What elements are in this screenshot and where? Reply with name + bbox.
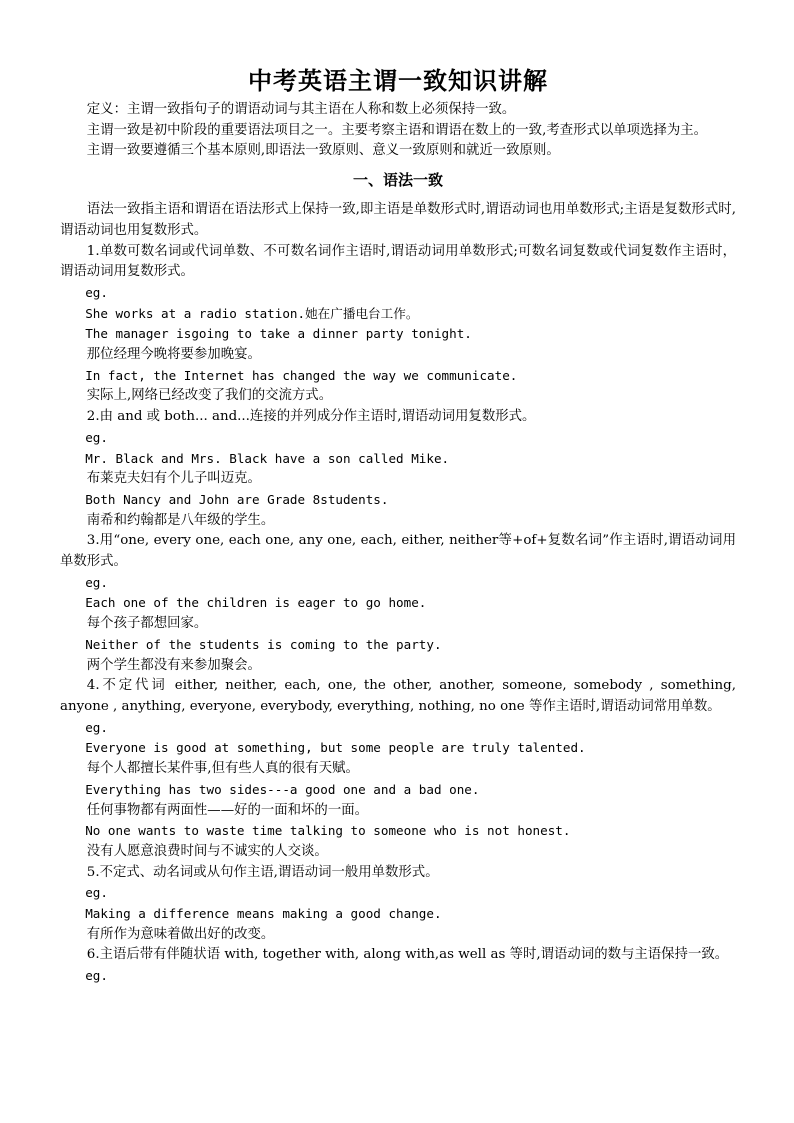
document-title: 中考英语主谓一致知识讲解: [248, 67, 548, 95]
example-translation: 任何事物都有两面性——好的一面和坏的一面。: [86, 802, 368, 818]
example-sentence: She works at a radio station.她在广播电台工作。: [85, 305, 419, 321]
intro-principles: 主谓一致要遵循三个基本原则,即语法一致原则、意义一致原则和就近一致原则。: [86, 143, 560, 159]
example-sentence: Each one of the children is eager to go home.: [85, 595, 427, 611]
example-sentence: Mr. Black and Mrs. Black have a son called Mike.: [85, 450, 450, 466]
example-translation: 每个人都擅长某件事,但有些人真的很有天赋。: [86, 761, 359, 777]
intro-importance: 主谓一致是初中阶段的重要语法项目之一。主要考察主语和谓语在数上的一致,考查形式以单项选择为主。: [86, 122, 708, 138]
eg-label: eg.: [85, 284, 108, 300]
rule-1: 1.单数可数名词或代词单数、不可数名词作主语时,谓语动词用单数形式;可数名词复数或代词复数作主语时，谓语动词用复数形式。: [60, 243, 736, 280]
example-sentence: The manager isgoing to take a dinner party tonight.: [85, 326, 472, 342]
example-sentence: Everyone is good at something, but some people are truly talented.: [85, 740, 586, 756]
example-sentence: Making a difference means making a good change.: [85, 906, 442, 922]
section-heading: 一、语法一致: [352, 171, 443, 190]
rule-4: 4.不定代词 either, neither, each, one, the other, another, someone, somebody , something, anyone , anything, everyone, everybody, everything, nothing, no one 等作主语时,谓语动词常用单数。: [60, 678, 736, 714]
example-translation: 布莱克夫妇有个儿子叫迈克。: [86, 471, 261, 487]
eg-label: eg.: [85, 574, 108, 590]
example-translation: 实际上,网络已经改变了我们的交流方式。: [86, 388, 333, 404]
rule-6: 6.主语后带有伴随状语 with, together with, along with,as well as 等时,谓语动词的数与主语保持一致。: [86, 947, 729, 963]
rule-5: 5.不定式、动名词或从句作主语,谓语动词一般用单数形式。: [86, 864, 439, 880]
eg-label: eg.: [85, 885, 108, 901]
section-paragraph: 语法一致指主语和谓语在语法形式上保持一致,即主语是单数形式时,谓语动词也用单数形式;主语是复数形式时,谓语动词也用复数形式。: [60, 202, 736, 238]
example-sentence: Everything has two sides---a good one and a bad one.: [85, 781, 480, 797]
example-translation: 两个学生都没有来参加聚会。: [86, 657, 261, 673]
example-sentence: In fact, the Internet has changed the way we communicate.: [85, 367, 518, 383]
example-sentence: Both Nancy and John are Grade 8students.: [85, 491, 389, 507]
example-translation: 那位经理今晚将要参加晚宴。: [86, 347, 261, 363]
eg-label: eg.: [85, 429, 108, 445]
example-translation: 有所作为意味着做出好的改变。: [86, 926, 275, 942]
document-page: [60, 64, 736, 987]
eg-label: eg.: [85, 719, 108, 735]
example-translation: 南希和约翰都是八年级的学生。: [86, 512, 275, 528]
rule-2: 2.由 and 或 both... and...连接的并列成分作主语时,谓语动词用复数形式。: [86, 409, 536, 425]
example-sentence: Neither of the students is coming to the party.: [85, 636, 442, 652]
eg-label: eg.: [85, 968, 108, 984]
example-translation: 每个孩子都想回家。: [86, 616, 208, 632]
rule-3: 3.用“one, every one, each one, any one, each, either, neither等+of+复数名词”作主语时,谓语动词用单数形式。: [60, 533, 736, 570]
intro-definition: 定义：主谓一致指句子的谓语动词与其主语在人称和数上必须保持一致。: [86, 102, 516, 117]
example-translation: 没有人愿意浪费时间与不诚实的人交谈。: [86, 843, 328, 859]
example-sentence: No one wants to waste time talking to someone who is not honest.: [85, 823, 571, 839]
